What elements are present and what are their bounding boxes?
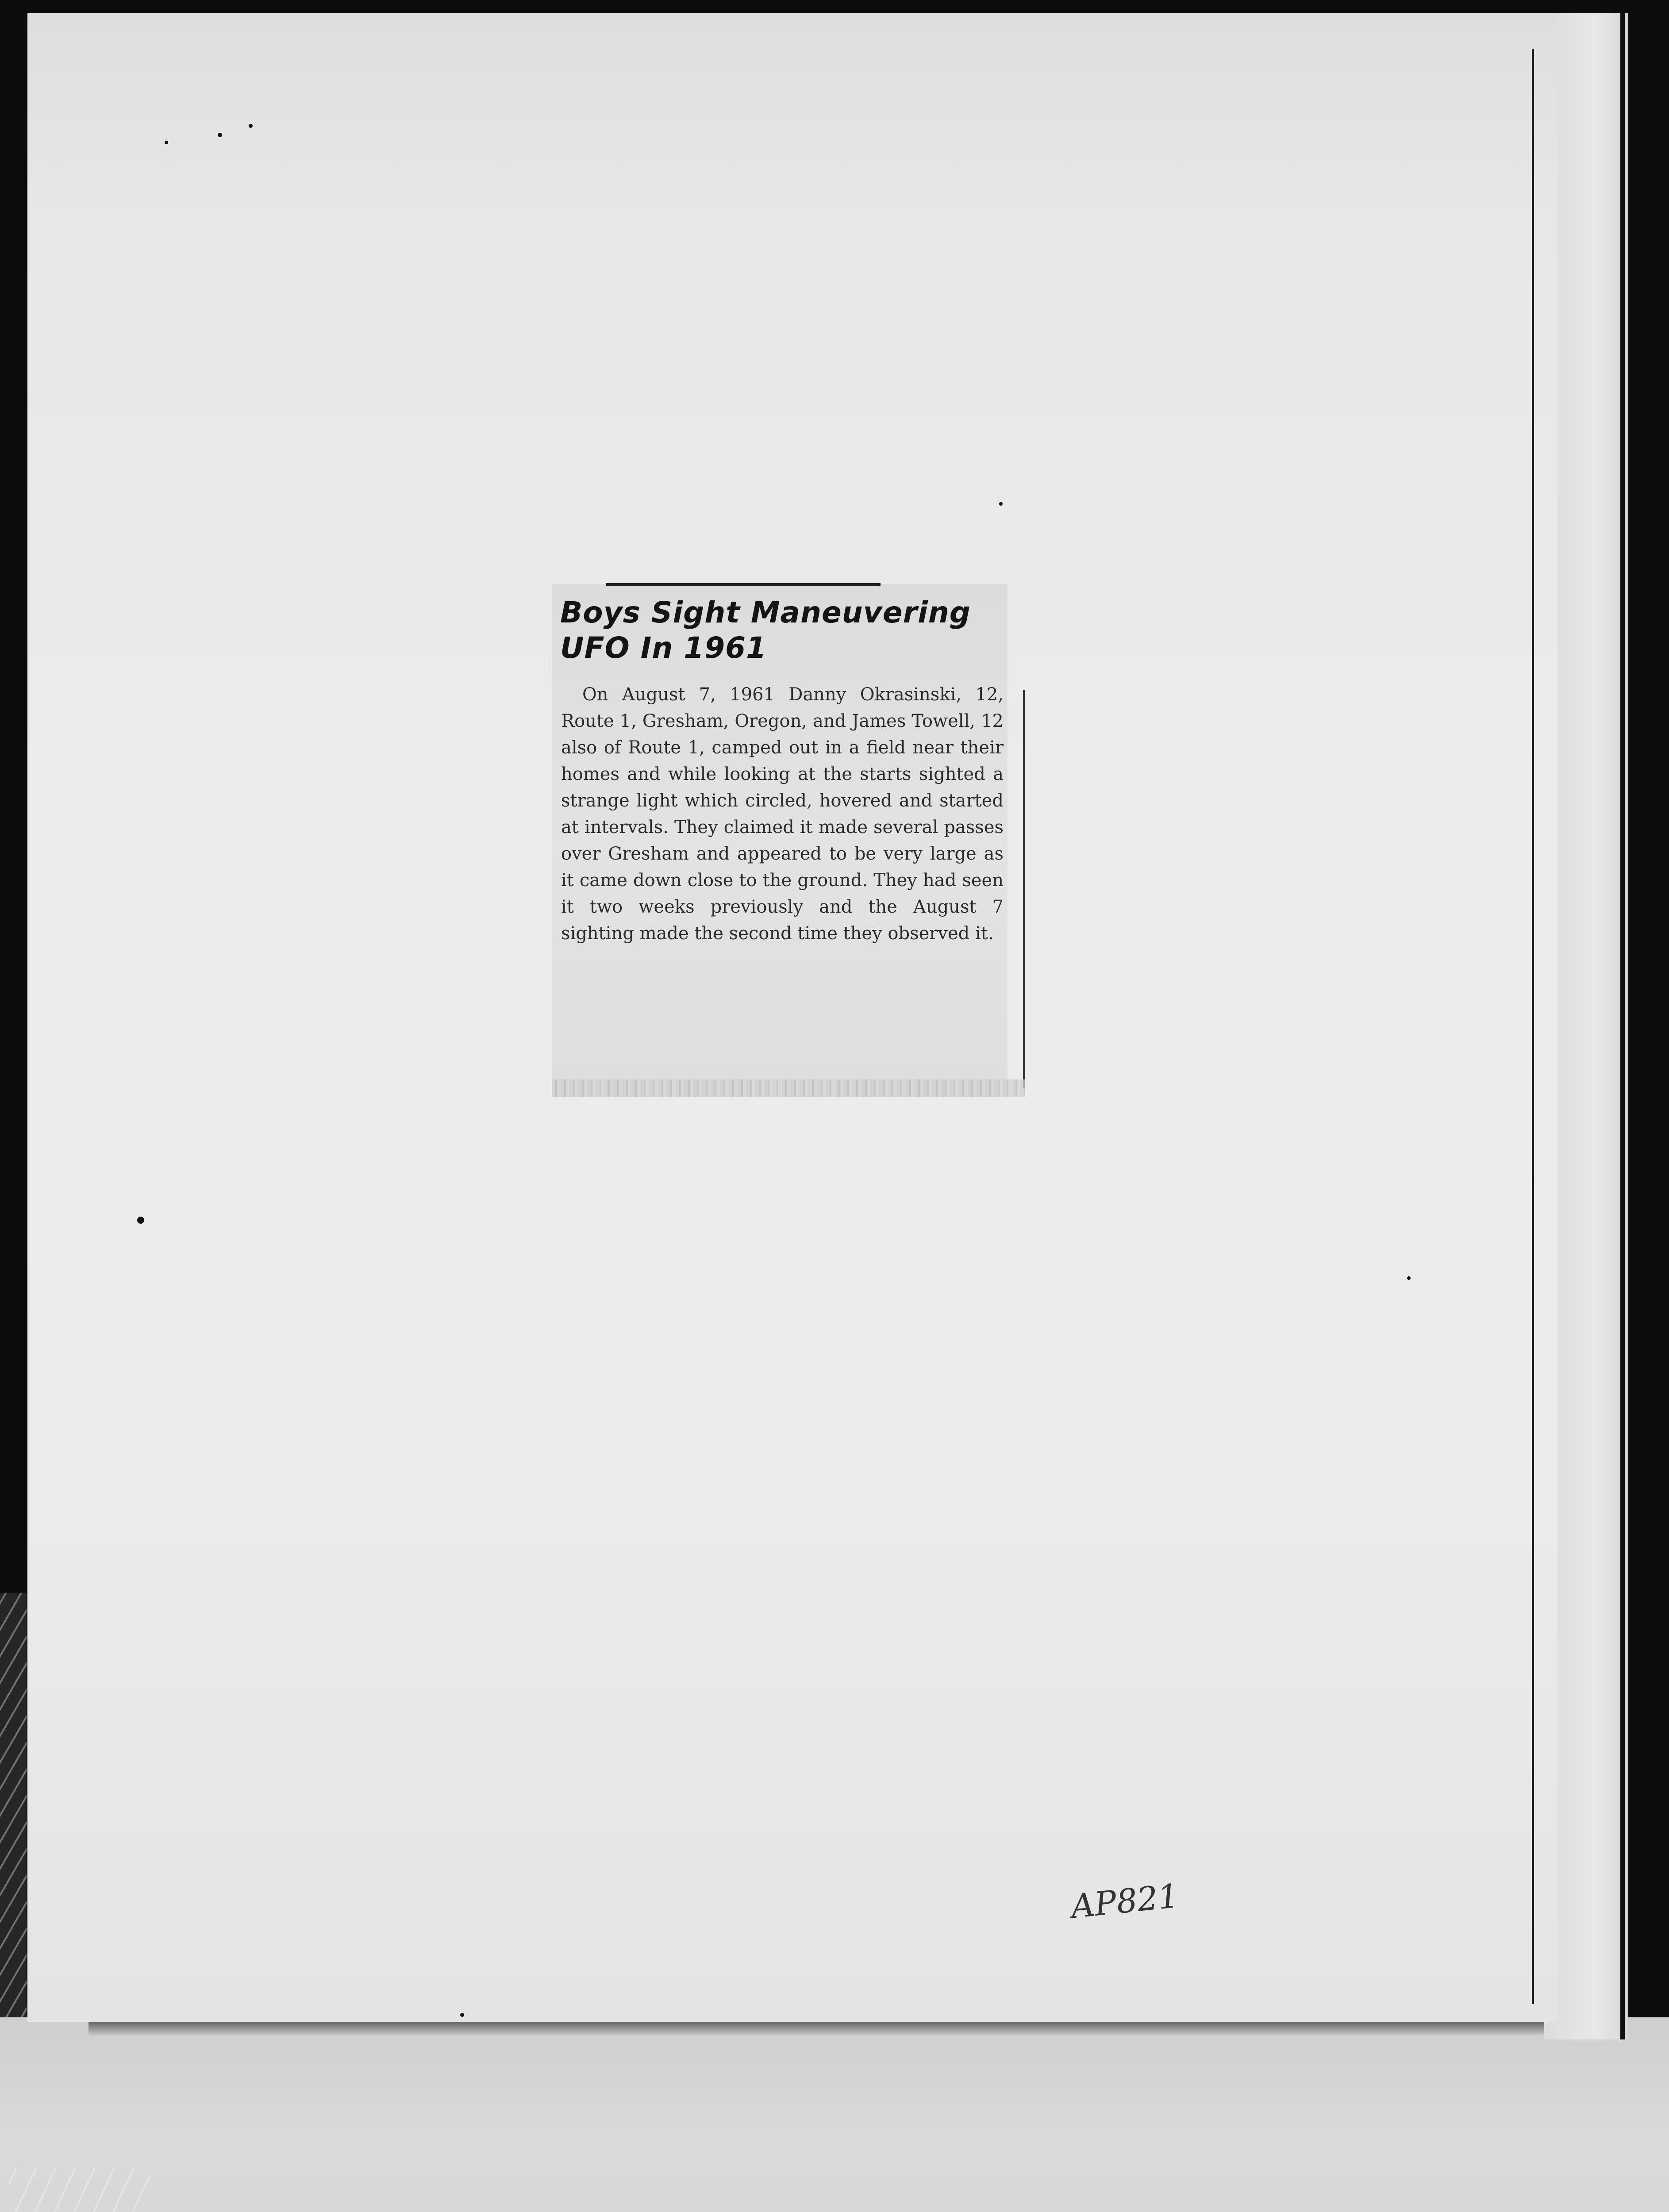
clipping-top-rule [606, 583, 881, 586]
dust-speck [137, 1217, 144, 1224]
clipping-column-rule [1023, 690, 1025, 1088]
sheet-shadow [88, 2020, 1580, 2036]
right-edge-line [1620, 13, 1625, 2039]
dust-speck [999, 502, 1003, 506]
handwritten-mark: AP821 [1069, 1877, 1181, 1926]
dust-speck [218, 133, 222, 137]
dust-speck [460, 2013, 464, 2017]
backing-board [0, 2017, 1669, 2212]
dust-speck [1407, 1276, 1411, 1280]
headline-line-1: Boys Sight Maneuvering [560, 595, 971, 630]
dust-speck [249, 124, 253, 128]
film-scratches [9, 2168, 150, 2212]
clipping-headline [560, 595, 1020, 666]
dust-speck [165, 141, 168, 144]
left-edge-artifact [0, 1593, 27, 2017]
margin-line [1532, 49, 1534, 2004]
headline-line-2: UFO In 1961 [560, 631, 767, 665]
clipping-body-text: On August 7, 1961 Danny Okrasinski, 12, Route 1, Gresham, Oregon, and James Towell, 12 also of Route 1, camped out in a field near their homes and while looking at the starts sighted a strange light which circled, hovered and started at intervals. They claimed it made several passes over Gresham and appeared to be very large as it came down close to the ground. They had seen it two weeks previously and the August 7 sighting made the second time they observed it. [561, 684, 1004, 944]
clipping-torn-edge [552, 1079, 1025, 1097]
